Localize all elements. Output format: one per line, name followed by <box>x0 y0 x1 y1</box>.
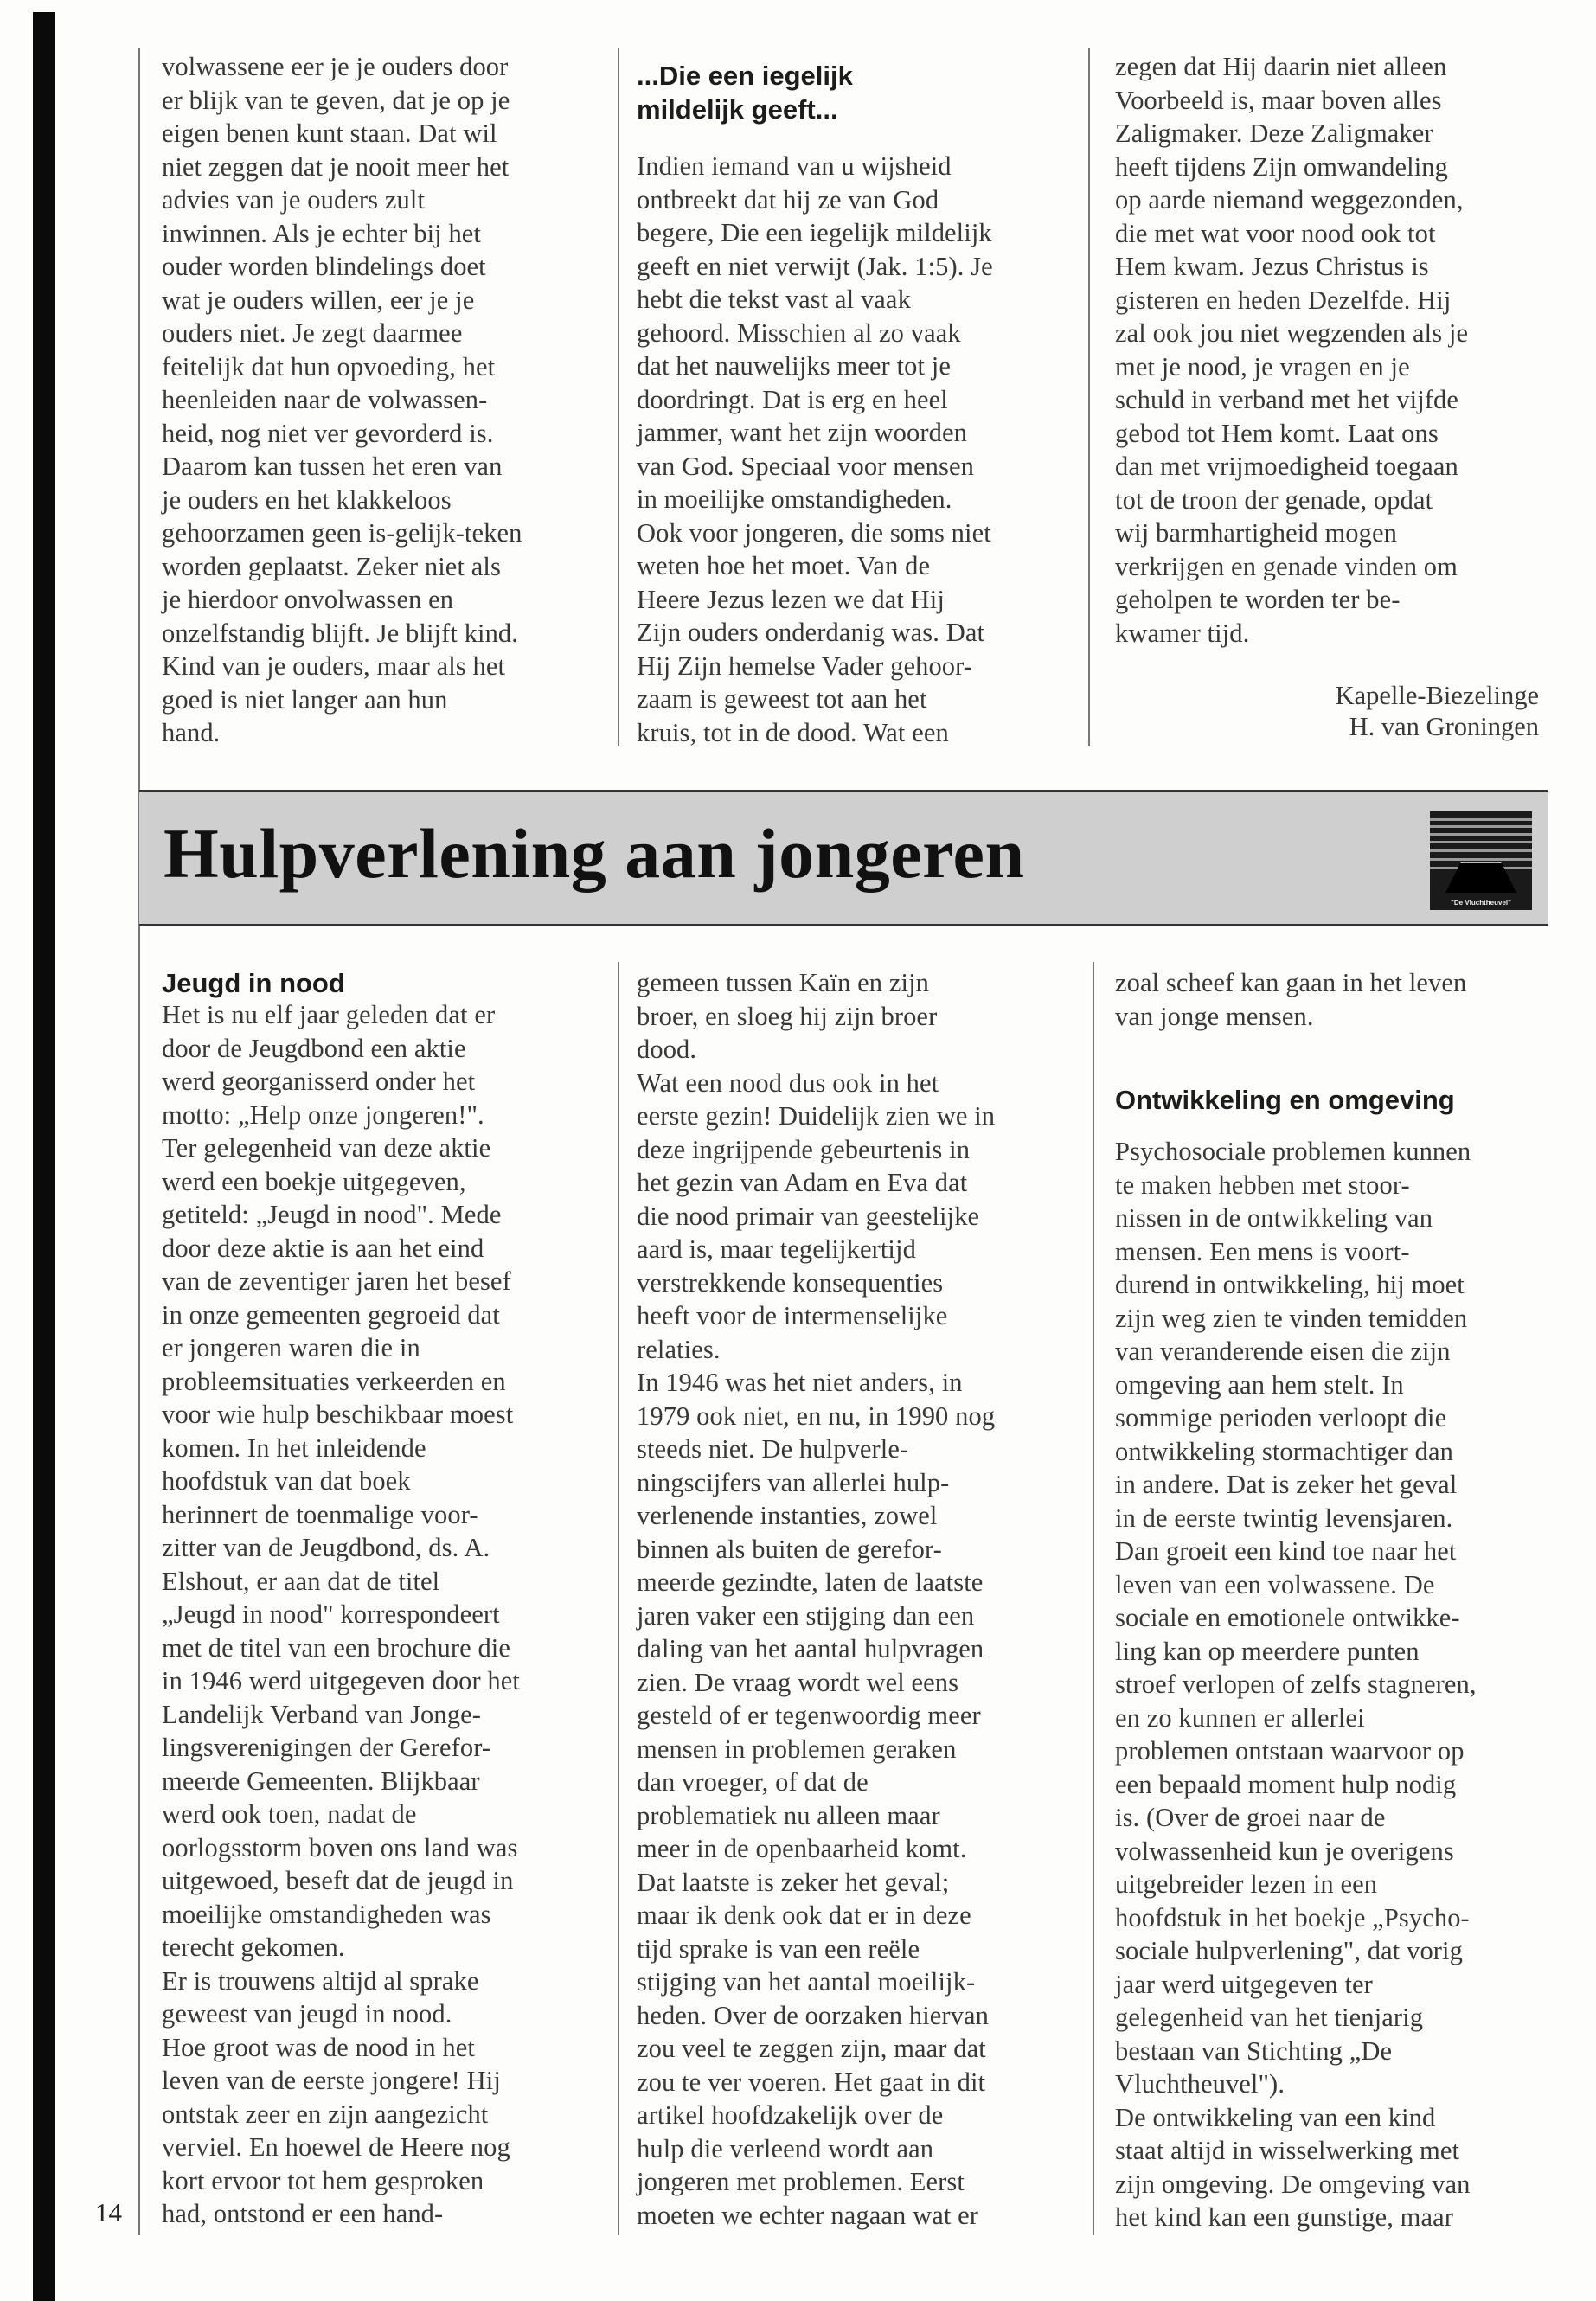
text-line: in de eerste twintig levensjaren. <box>1115 1503 1453 1533</box>
text-line: Psychosociale problemen kunnen <box>1115 1137 1471 1166</box>
text-line: Het is nu elf jaar geleden dat er <box>162 1000 496 1029</box>
text-line: begere, Die een iegelijk mildelijk <box>637 218 992 247</box>
text-line: een bepaald moment hulp nodig <box>1115 1769 1457 1799</box>
text-line: problemen ontstaan waarvoor op <box>1115 1736 1465 1766</box>
text-line: werd georganisserd onder het <box>162 1067 476 1096</box>
text-line: Kind van je ouders, maar als het <box>162 651 506 681</box>
text-line: heden. Over de oorzaken hiervan <box>637 2000 990 2030</box>
text-line: doordringt. Dat is erg en heel <box>637 384 948 414</box>
text-line: artikel hoofdzakelijk over de <box>637 2100 944 2130</box>
text-line: uitgebreider lezen in een <box>1115 1869 1378 1899</box>
section-heading: ...Die een iegelijk <box>637 61 853 91</box>
text-line: zou te ver voeren. Het gaat in dit <box>637 2067 986 2097</box>
text-line: voor wie hulp beschikbaar moest <box>162 1400 514 1429</box>
text-line: staat altijd in wisselwerking met <box>1115 2136 1460 2165</box>
text-line: mensen. Een mens is voort- <box>1115 1236 1410 1266</box>
text-line: zoal scheef kan gaan in het leven <box>1115 968 1467 997</box>
text-line: goed is niet langer aan hun <box>162 684 448 715</box>
text-line: heeft tijdens Zijn omwandeling <box>1115 151 1449 182</box>
text-line: motto: „Help onze jongeren!". <box>162 1099 484 1130</box>
top-column-2-heading <box>637 59 1078 126</box>
text-line: tot de troon der genade, opdat <box>1115 484 1433 515</box>
text-line: gemeen tussen Kaïn en zijn <box>637 968 929 997</box>
bottom-column-2 <box>637 966 1078 2232</box>
text-line: deze ingrijpende gebeurtenis in <box>637 1134 971 1164</box>
column-rule <box>618 962 619 2235</box>
text-line: wij barmhartigheid mogen <box>1115 518 1397 548</box>
text-line: van God. Speciaal voor mensen <box>637 451 974 481</box>
vluchtheuvel-logo-icon <box>1430 811 1532 910</box>
text-line: werd ook toen, nadat de <box>162 1799 417 1829</box>
text-line: broer, en sloeg hij zijn broer <box>637 1001 938 1031</box>
top-column-1 <box>162 50 603 750</box>
logo-caption: "De Vluchtheuvel" <box>1451 899 1511 907</box>
text-line: jammer, want het zijn woorden <box>637 418 967 447</box>
text-line: Landelijk Verband van Jonge- <box>162 1699 481 1729</box>
text-line: Hem kwam. Jezus Christus is <box>1115 252 1429 281</box>
text-line: dan vroeger, of dat de <box>637 1767 869 1797</box>
text-line: sommige perioden verloopt die <box>1115 1403 1447 1433</box>
text-line: Ter gelegenheid van deze aktie <box>162 1133 491 1163</box>
text-line: Indien iemand van u wijsheid <box>637 151 952 181</box>
text-line: hoofdstuk van dat boek <box>162 1466 411 1496</box>
text-line: in onze gemeenten gegroeid dat <box>162 1299 500 1330</box>
text-line: terecht gekomen. <box>162 1932 345 1962</box>
text-line: van jonge mensen. <box>1115 1001 1314 1031</box>
article-title: Hulpverlening aan jongeren <box>163 814 1025 893</box>
text-line: volwassenheid kun je overigens <box>1115 1836 1454 1866</box>
text-line: zal ook jou niet wegzenden als je <box>1115 318 1469 348</box>
text-line: herinnert de toenmalige voor- <box>162 1499 478 1529</box>
bottom-column-3 <box>1115 1135 1556 2234</box>
text-line: niet zeggen dat je nooit meer het <box>162 151 510 182</box>
signature-place: Kapelle-Biezelinge <box>1335 681 1539 710</box>
text-line: zien. De vraag wordt wel eens <box>637 1667 959 1697</box>
signature <box>1336 680 1539 742</box>
text-line: jaren vaker een stijging dan een <box>637 1600 975 1631</box>
text-line: je ouders en het klakkeloos <box>162 484 452 515</box>
text-line: je hierdoor onvolwassen en <box>162 585 454 614</box>
text-line: van veranderende eisen die zijn <box>1115 1336 1451 1366</box>
text-line: dood. <box>637 1035 697 1064</box>
text-line: had, ontstond er een hand- <box>162 2199 444 2228</box>
column-rule <box>1093 962 1094 2235</box>
text-line: verstrekkende konsequenties <box>637 1267 944 1298</box>
text-line: het kind kan een gunstige, maar <box>1115 2202 1454 2232</box>
column-rule <box>618 48 619 746</box>
text-line: op aarde niemand weggezonden, <box>1115 185 1464 215</box>
text-line: komen. In het inleidende <box>162 1433 426 1463</box>
text-line: meerde gezindte, laten de laatste <box>637 1567 984 1597</box>
article-banner <box>139 790 1548 926</box>
text-line: In 1946 was het niet anders, in <box>637 1368 963 1397</box>
bottom-column-1 <box>162 998 603 2231</box>
text-line: dat het nauwelijks meer tot je <box>637 351 951 381</box>
text-line: oorlogsstorm boven ons land was <box>162 1832 518 1862</box>
text-line: omgeving aan hem stelt. In <box>1115 1369 1404 1400</box>
text-line: Dan groeit een kind toe naar het <box>1115 1536 1457 1566</box>
text-line: worden geplaatst. Zeker niet als <box>162 551 501 581</box>
text-line: getiteld: „Jeugd in nood". Mede <box>162 1200 502 1229</box>
text-line: onzelfstandig blijft. Je blijft kind. <box>162 618 518 648</box>
text-line: feitelijk dat hun opvoeding, het <box>162 351 496 381</box>
text-line: schuld in verband met het vijfde <box>1115 385 1459 414</box>
text-line: maar ik denk ook dat er in deze <box>637 1900 971 1930</box>
bottom-column-1-heading <box>162 966 603 1000</box>
text-line: sociale en emotionele ontwikke- <box>1115 1603 1460 1632</box>
page-number: 14 <box>95 2197 122 2227</box>
text-line: zaam is geweest tot aan het <box>637 684 927 714</box>
text-line: Voorbeeld is, maar boven alles <box>1115 85 1442 115</box>
text-line: Dat laatste is zeker het geval; <box>637 1867 950 1897</box>
text-line: er blijk van te geven, dat je op je <box>162 85 510 115</box>
text-line: ouder worden blindelings doet <box>162 252 486 281</box>
section-heading: mildelijk geeft... <box>637 94 838 125</box>
text-line: met de titel van een brochure die <box>162 1632 511 1663</box>
text-line: Hoe groot was de nood in het <box>162 2032 475 2062</box>
text-line: gelegenheid van het tienjarig <box>1115 2003 1424 2032</box>
text-line: in andere. Dat is zeker het geval <box>1115 1470 1458 1499</box>
text-line: advies van je ouders zult <box>162 185 426 215</box>
text-line: is. (Over de groei naar de <box>1115 1803 1386 1832</box>
text-line: uitgewoed, beseft dat de jeugd in <box>162 1866 514 1895</box>
column-rule <box>1088 48 1090 746</box>
text-line: met je nood, je vragen en je <box>1115 351 1410 381</box>
text-line: Wat een nood dus ook in het <box>637 1067 939 1098</box>
text-line: die nood primair van geestelijke <box>637 1201 980 1231</box>
text-line: Elshout, er aan dat de titel <box>162 1566 440 1596</box>
text-line: werd een boekje uitgegeven, <box>162 1166 466 1196</box>
left-margin-rule <box>138 48 140 2235</box>
text-line: kort ervoor tot hem gesproken <box>162 2165 484 2195</box>
text-line: zitter van de Jeugdbond, ds. A. <box>162 1533 490 1562</box>
text-line: verviel. En hoewel de Heere nog <box>162 2132 510 2162</box>
text-line: moeten we echter nagaan wat er <box>637 2200 979 2230</box>
text-line: ningscijfers van allerlei hulp- <box>637 1467 950 1497</box>
text-line: heenleiden naar de volwassen- <box>162 385 488 414</box>
text-line: 1979 ook niet, en nu, in 1990 nog <box>637 1400 996 1431</box>
text-line: nissen in de ontwikkeling van <box>1115 1203 1433 1233</box>
text-line: binnen als buiten de gerefor- <box>637 1534 942 1564</box>
text-line: relaties. <box>637 1334 721 1364</box>
text-line: sociale hulpverlening", dat vorig <box>1115 1936 1463 1965</box>
text-line: hoofdstuk in het boekje „Psycho- <box>1115 1902 1470 1932</box>
text-line: Zaligmaker. Deze Zaligmaker <box>1115 119 1433 148</box>
text-line: en zo kunnen er allerlei <box>1115 1702 1365 1733</box>
text-line: stijging van het aantal moeilijk- <box>637 1967 976 1997</box>
text-line: meerde Gemeenten. Blijkbaar <box>162 1766 480 1796</box>
text-line: van de zeventiger jaren het besef <box>162 1266 511 1296</box>
text-line: Er is trouwens altijd al sprake <box>162 1965 479 1996</box>
section-heading: Ontwikkeling en omgeving <box>1115 1085 1455 1115</box>
text-line: volwassene eer je je ouders door <box>162 52 509 81</box>
text-line: heid, nog niet ver gevorderd is. <box>162 418 494 448</box>
text-line: durend in ontwikkeling, hij moet <box>1115 1270 1465 1299</box>
top-column-2 <box>637 150 1078 749</box>
text-line: verkrijgen en genade vinden om <box>1115 551 1458 581</box>
bottom-column-3-heading <box>1115 1083 1556 1117</box>
text-line: leven van de eerste jongere! Hij <box>162 2066 501 2095</box>
section-heading: Jeugd in nood <box>162 968 345 998</box>
text-line: jongeren met problemen. Eerst <box>637 2167 965 2196</box>
text-line: weten hoe het moet. Van de <box>637 551 931 580</box>
text-line: ontwikkeling stormachtiger dan <box>1115 1436 1453 1466</box>
text-line: gebod tot Hem komt. Laat ons <box>1115 418 1439 448</box>
text-line: zijn omgeving. De omgeving van <box>1115 2169 1471 2199</box>
text-line: meer in de openbaarheid komt. <box>637 1834 967 1863</box>
text-line: steeds niet. De hulpverle- <box>637 1434 909 1464</box>
text-line: eerste gezin! Duidelijk zien we in <box>637 1101 996 1131</box>
text-line: lingsverenigingen der Gerefor- <box>162 1733 491 1762</box>
bottom-column-3-intro <box>1115 966 1556 1033</box>
text-line: Ook voor jongeren, die soms niet <box>637 517 991 548</box>
text-line: door de Jeugdbond een aktie <box>162 1033 466 1063</box>
text-line: ling kan op meerdere punten <box>1115 1636 1420 1666</box>
text-line: geholpen te worden ter be- <box>1115 585 1401 614</box>
text-line: Hij Zijn hemelse Vader gehoor- <box>637 651 973 681</box>
text-line: zou veel te zeggen zijn, maar dat <box>637 2034 986 2063</box>
text-line: te maken hebben met stoor- <box>1115 1170 1410 1200</box>
text-line: door deze aktie is aan het eind <box>162 1233 484 1263</box>
text-line: Zijn ouders onderdanig was. Dat <box>637 618 985 647</box>
text-line: ontbreekt dat hij ze van God <box>637 184 939 215</box>
text-line: kwamer tijd. <box>1115 618 1250 648</box>
text-line: gisteren en heden Dezelfde. Hij <box>1115 285 1452 315</box>
text-line: Heere Jezus lezen we dat Hij <box>637 584 945 614</box>
text-line: hebt die tekst vast al vaak <box>637 285 911 314</box>
text-line: zijn weg zien te vinden temidden <box>1115 1303 1468 1333</box>
text-line: inwinnen. Als je echter bij het <box>162 218 482 248</box>
top-column-3 <box>1115 50 1556 650</box>
text-line: moeilijke omstandigheden was <box>162 1899 491 1929</box>
text-line: leven van een volwassene. De <box>1115 1569 1435 1599</box>
text-line: Vluchtheuvel"). <box>1115 2069 1285 2099</box>
text-line: kruis, tot in de dood. Wat een <box>637 717 949 747</box>
text-line: ouders niet. Je zegt daarmee <box>162 318 463 348</box>
text-line: mensen in problemen geraken <box>637 1734 957 1764</box>
text-line: het gezin van Adam en Eva dat <box>637 1168 968 1197</box>
text-line: daling van het aantal hulpvragen <box>637 1634 984 1663</box>
text-line: aard is, maar tegelijkertijd <box>637 1234 916 1264</box>
text-line: heeft voor de intermenselijke <box>637 1301 948 1330</box>
text-line: De ontwikkeling van een kind <box>1115 2102 1436 2132</box>
text-line: gesteld of er tegenwoordig meer <box>637 1701 981 1730</box>
text-line: wat je ouders willen, eer je je <box>162 285 475 315</box>
text-line: verlenende instanties, zowel <box>637 1501 938 1530</box>
text-line: tijd sprake is van een reële <box>637 1933 920 1964</box>
text-line: „Jeugd in nood" korrespondeert <box>162 1599 500 1629</box>
text-line: hulp die verleend wordt aan <box>637 2133 934 2163</box>
text-line: gehoorzamen geen is-gelijk-teken <box>162 518 522 548</box>
text-line: in moeilijke omstandigheden. <box>637 484 952 514</box>
signature-name: H. van Groningen <box>1349 712 1539 741</box>
text-line: geweest van jeugd in nood. <box>162 1999 452 2029</box>
text-line: bestaan van Stichting „De <box>1115 2035 1393 2066</box>
text-line: problematiek nu alleen maar <box>637 1800 940 1830</box>
page-edge-bar <box>33 12 55 2301</box>
text-line: jaar werd uitgegeven ter <box>1115 1969 1373 1999</box>
text-line: er jongeren waren die in <box>162 1333 420 1362</box>
text-line: geeft en niet verwijt (Jak. 1:5). Je <box>637 251 993 281</box>
text-line: in 1946 werd uitgegeven door het <box>162 1666 520 1695</box>
text-line: Daarom kan tussen het eren van <box>162 452 503 481</box>
text-line: stroef verlopen of zelfs stagneren, <box>1115 1670 1477 1699</box>
text-line: gehoord. Misschien al zo vaak <box>637 317 961 348</box>
text-line: die met wat voor nood ook tot <box>1115 218 1436 248</box>
text-line: dan met vrijmoedigheid toegaan <box>1115 452 1458 481</box>
text-line: probleemsituaties verkeerden en <box>162 1366 506 1396</box>
text-line: hand. <box>162 718 221 747</box>
text-line: ontstak zeer en zijn aangezicht <box>162 2099 489 2129</box>
text-line: eigen benen kunt staan. Dat wil <box>162 119 497 148</box>
text-line: zegen dat Hij daarin niet alleen <box>1115 52 1447 81</box>
